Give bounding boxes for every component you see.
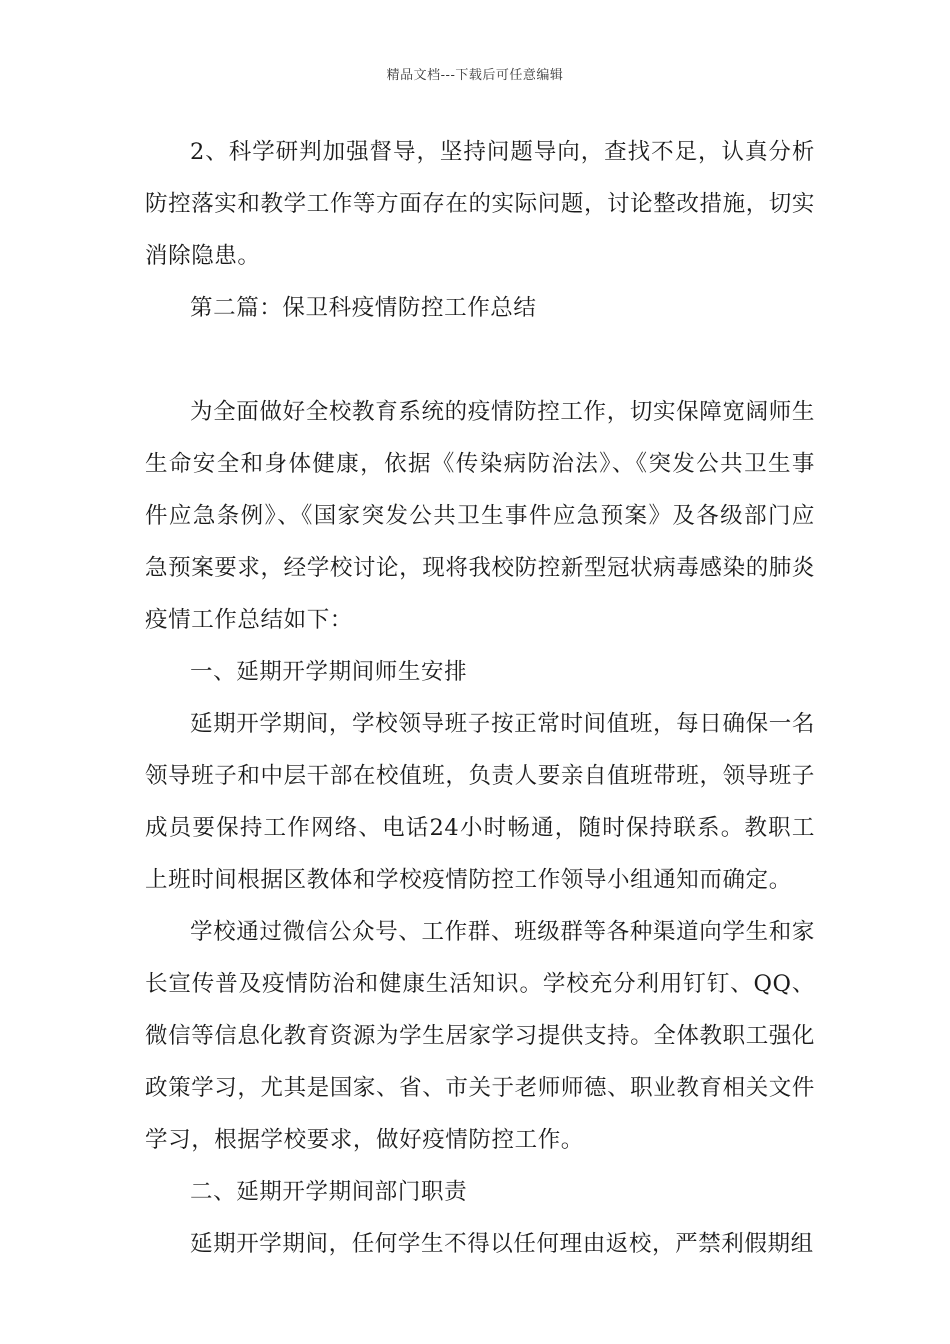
- heading-section-1: 一、延期开学期间师生安排: [190, 659, 468, 685]
- intro-paragraph: 为全面做好全校教育系统的疫情防控工作，切实保障宽阔师生生命安全和身体健康，依据《传染病防治法》、《突发公共卫生事件应急条例》、《国家突发公共卫生事件应急预案》及各级部门应急预案要求，经学校讨论，现将我校防控新型冠状病毒感染的肺炎疫情工作总结如下：: [145, 399, 815, 633]
- paragraph-item-2: 2、科学研判加强督导，坚持问题导向，查找不足，认真分析防控落实和教学工作等方面存在的实际问题，讨论整改措施，切实消除隐患。: [145, 139, 815, 269]
- paragraph-no-return: 延期开学期间，任何学生不得以任何理由返校，严禁利假期组: [190, 1231, 814, 1257]
- section-title-part-2: 第二篇：保卫科疫情防控工作总结: [190, 295, 537, 321]
- paragraph-duty-schedule: 延期开学期间，学校领导班子按正常时间值班，每日确保一名领导班子和中层干部在校值班，负责人要亲自值班带班，领导班子成员要保持工作网络、电话24小时畅通，随时保持联系。教职工上班时间根据区教体和学校疫情防控工作领导小组通知而确定。: [145, 711, 815, 893]
- paragraph-communication: 学校通过微信公众号、工作群、班级群等各种渠道向学生和家长宣传普及疫情防治和健康生活知识。学校充分利用钉钉、QQ、微信等信息化教育资源为学生居家学习提供支持。全体教职工强化政策学习，尤其是国家、省、市关于老师师德、职业教育相关文件学习，根据学校要求，做好疫情防控工作。: [145, 919, 815, 1153]
- blank-spacer: [145, 334, 815, 386]
- document-body: [145, 126, 815, 1270]
- page-header: 精品文档---下载后可任意编辑: [386, 68, 564, 83]
- heading-section-2: 二、延期开学期间部门职责: [190, 1179, 468, 1205]
